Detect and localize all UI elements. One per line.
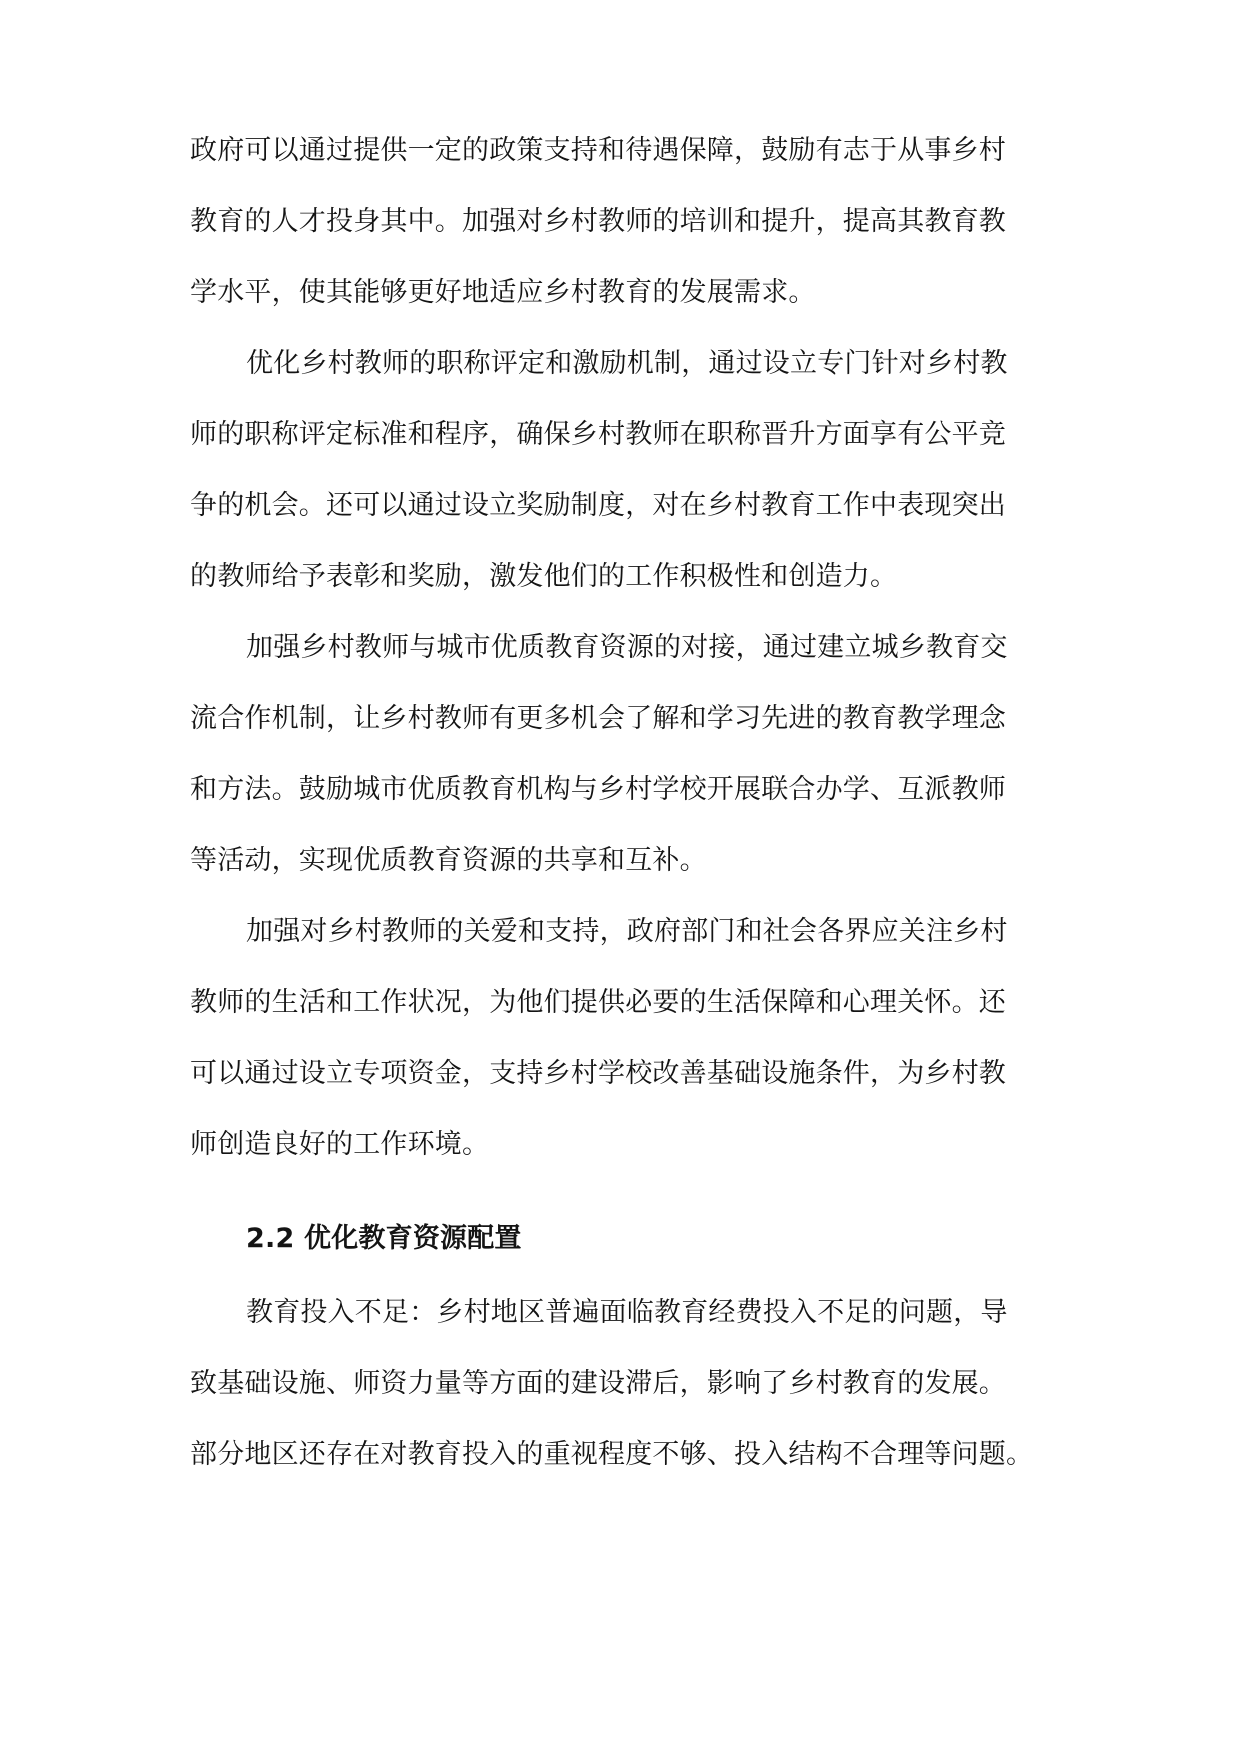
paragraph-4-line-3: 可以通过设立专项资金，支持乡村学校改善基础设施条件，为乡村教	[190, 1058, 1006, 1089]
paragraph-3-line-3: 和方法。鼓励城市优质教育机构与乡村学校开展联合办学、互派教师	[190, 774, 1006, 805]
section-heading: 2.2 优化教育资源配置	[246, 1223, 522, 1254]
section-paragraph-line-3: 部分地区还存在对教育投入的重视程度不够、投入结构不合理等问题。	[190, 1439, 1034, 1470]
paragraph-2-line-3: 争的机会。还可以通过设立奖励制度，对在乡村教育工作中表现突出	[190, 490, 1006, 521]
paragraph-1-line-2: 教育的人才投身其中。加强对乡村教师的培训和提升，提高其教育教	[190, 206, 1006, 237]
paragraph-3-line-4: 等活动，实现优质教育资源的共享和互补。	[190, 845, 707, 876]
paragraph-3-line-1: 加强乡村教师与城市优质教育资源的对接，通过建立城乡教育交	[246, 632, 1008, 663]
paragraph-4-line-1: 加强对乡村教师的关爱和支持，政府部门和社会各界应关注乡村	[246, 916, 1008, 947]
paragraph-1-line-3: 学水平，使其能够更好地适应乡村教育的发展需求。	[190, 277, 816, 308]
paragraph-3-line-2: 流合作机制，让乡村教师有更多机会了解和学习先进的教育教学理念	[190, 703, 1006, 734]
section-paragraph-line-2: 致基础设施、师资力量等方面的建设滞后，影响了乡村教育的发展。	[190, 1368, 1006, 1399]
paragraph-2-line-2: 师的职称评定标准和程序，确保乡村教师在职称晋升方面享有公平竞	[190, 419, 1006, 450]
paragraph-4-line-2: 教师的生活和工作状况，为他们提供必要的生活保障和心理关怀。还	[190, 987, 1006, 1018]
section-paragraph-line-1: 教育投入不足：乡村地区普遍面临教育经费投入不足的问题，导	[246, 1297, 1008, 1328]
paragraph-4-line-4: 师创造良好的工作环境。	[190, 1129, 490, 1160]
paragraph-2-line-1: 优化乡村教师的职称评定和激励机制，通过设立专门针对乡村教	[246, 348, 1008, 379]
paragraph-2-line-4: 的教师给予表彰和奖励，激发他们的工作积极性和创造力。	[190, 561, 898, 592]
paragraph-1-line-1: 政府可以通过提供一定的政策支持和待遇保障，鼓励有志于从事乡村	[190, 135, 1006, 166]
